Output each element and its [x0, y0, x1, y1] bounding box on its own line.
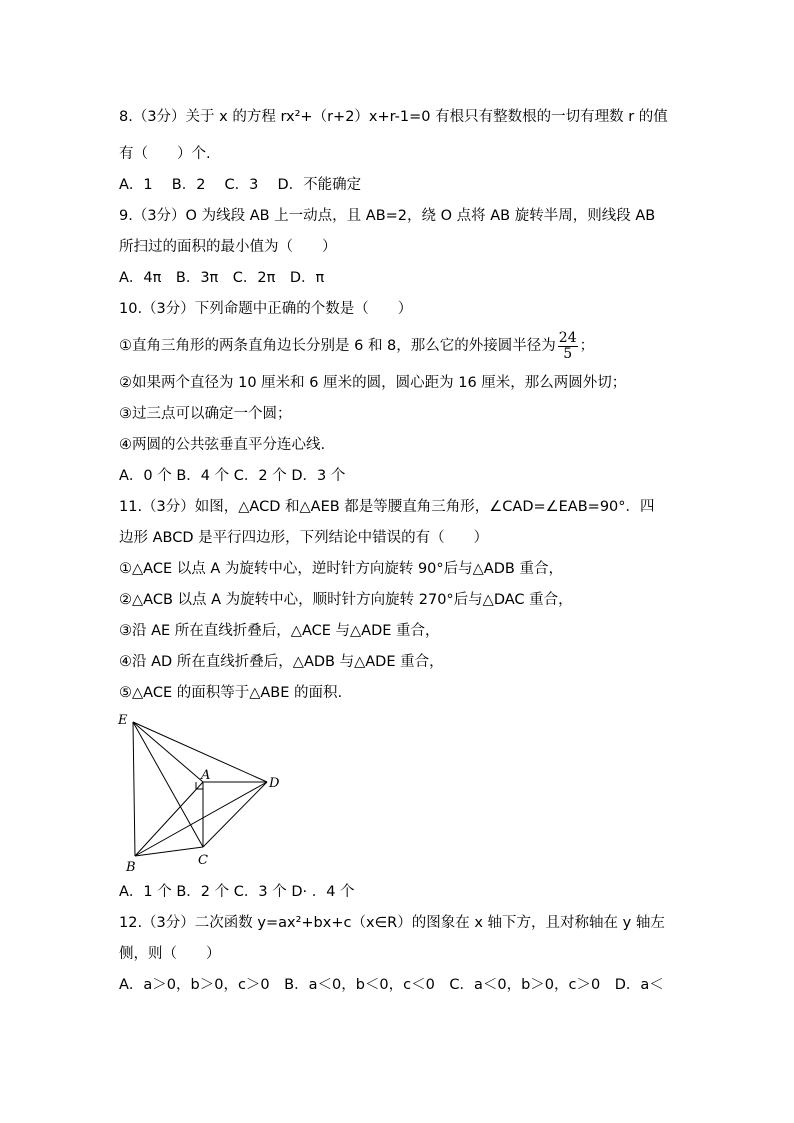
- q12-line2: 侧，则（ ）: [119, 946, 221, 962]
- q11-statement-2: ②△ACB 以点 A 为旋转中心，顺时针方向旋转 270°后与△DAC 重合，: [119, 592, 573, 608]
- q10-statement-2: ②如果两个直径为 10 厘米和 6 厘米的圆，圆心距为 16 厘米，那么两圆外切；: [119, 375, 627, 391]
- q8-line2: 有（ ）个.: [119, 146, 211, 162]
- segment-ED: [133, 722, 267, 782]
- q10-stem: 10.（3分）下列命题中正确的个数是（ ）: [119, 301, 413, 317]
- label-C: C: [198, 853, 208, 868]
- label-A: A: [201, 768, 211, 783]
- q11-line2: 边形 ABCD 是平行四边形，下列结论中错误的有（ ）: [119, 530, 489, 546]
- geometry-figure: [112, 708, 292, 878]
- q8-line1: 8.（3分）关于 x 的方程 rx²+（r+2）x+r-1=0 有根只有整数根的一切有理数 r 的值: [119, 109, 668, 125]
- segment-CD: [203, 782, 267, 847]
- label-B: B: [126, 860, 136, 875]
- q12-line1: 12.（3分）二次函数 y=ax²+bx+c（x∈R）的图象在 x 轴下方，且对称轴在 y 轴左: [119, 915, 665, 931]
- q9-options: A．4π B．3π C．2π D．π: [119, 270, 325, 286]
- q8-options: A．1 B．2 C．3 D．不能确定: [119, 177, 362, 193]
- q10-statement-1-end: ；: [579, 338, 595, 354]
- segment-EC: [133, 722, 203, 847]
- segment-BD: [135, 782, 267, 856]
- q10-options: A．0 个 B．4 个 C．2 个 D．3 个: [119, 468, 346, 484]
- segment-EB: [133, 722, 135, 856]
- q11-statement-3: ③沿 AE 所在直线折叠后，△ACE 与△ADE 重合，: [119, 623, 440, 639]
- q12-options: A．a＞0，b＞0，c＞0 B．a＜0，b＜0，c＜0 C．a＜0，b＞0，c＞0 D．a＜: [119, 977, 664, 993]
- q11-line1: 11.（3分）如图，△ACD 和△AEB 都是等腰直角三角形，∠CAD=∠EAB=90°．四: [119, 499, 655, 515]
- label-D: D: [269, 776, 280, 791]
- q10-statement-1: [119, 328, 594, 364]
- q10-statement-1-text: ①直角三角形的两条直角边长分别是 6 和 8，那么它的外接圆半径为: [119, 338, 556, 354]
- q11-options: A．1 个 B．2 个 C．3 个 D· ．4 个: [119, 884, 355, 900]
- q11-statement-5: ⑤△ACE 的面积等于△ABE 的面积.: [119, 685, 343, 701]
- label-E: E: [118, 713, 128, 728]
- segment-BC: [135, 847, 203, 856]
- fraction-numerator: 24: [558, 329, 577, 346]
- q11-statement-4: ④沿 AD 所在直线折叠后，△ADB 与△ADE 重合，: [119, 654, 444, 670]
- figure-lines: [133, 722, 267, 856]
- segment-EA: [133, 722, 203, 782]
- q10-statement-3: ③过三点可以确定一个圆；: [119, 406, 292, 422]
- q11-statement-1: ①△ACE 以点 A 为旋转中心，逆时针方向旋转 90°后与△ADB 重合，: [119, 561, 563, 577]
- fraction-24-5: [558, 331, 578, 362]
- q10-statement-4: ④两圆的公共弦垂直平分连心线.: [119, 437, 326, 453]
- fraction-denominator: 5: [563, 345, 573, 362]
- q9-line2: 所扫过的面积的最小值为（ ）: [119, 239, 337, 255]
- q9-line1: 9.（3分）O 为线段 AB 上一动点，且 AB=2，绕 O 点将 AB 旋转半周，则线段 AB: [119, 208, 656, 224]
- segment-BA: [135, 782, 203, 856]
